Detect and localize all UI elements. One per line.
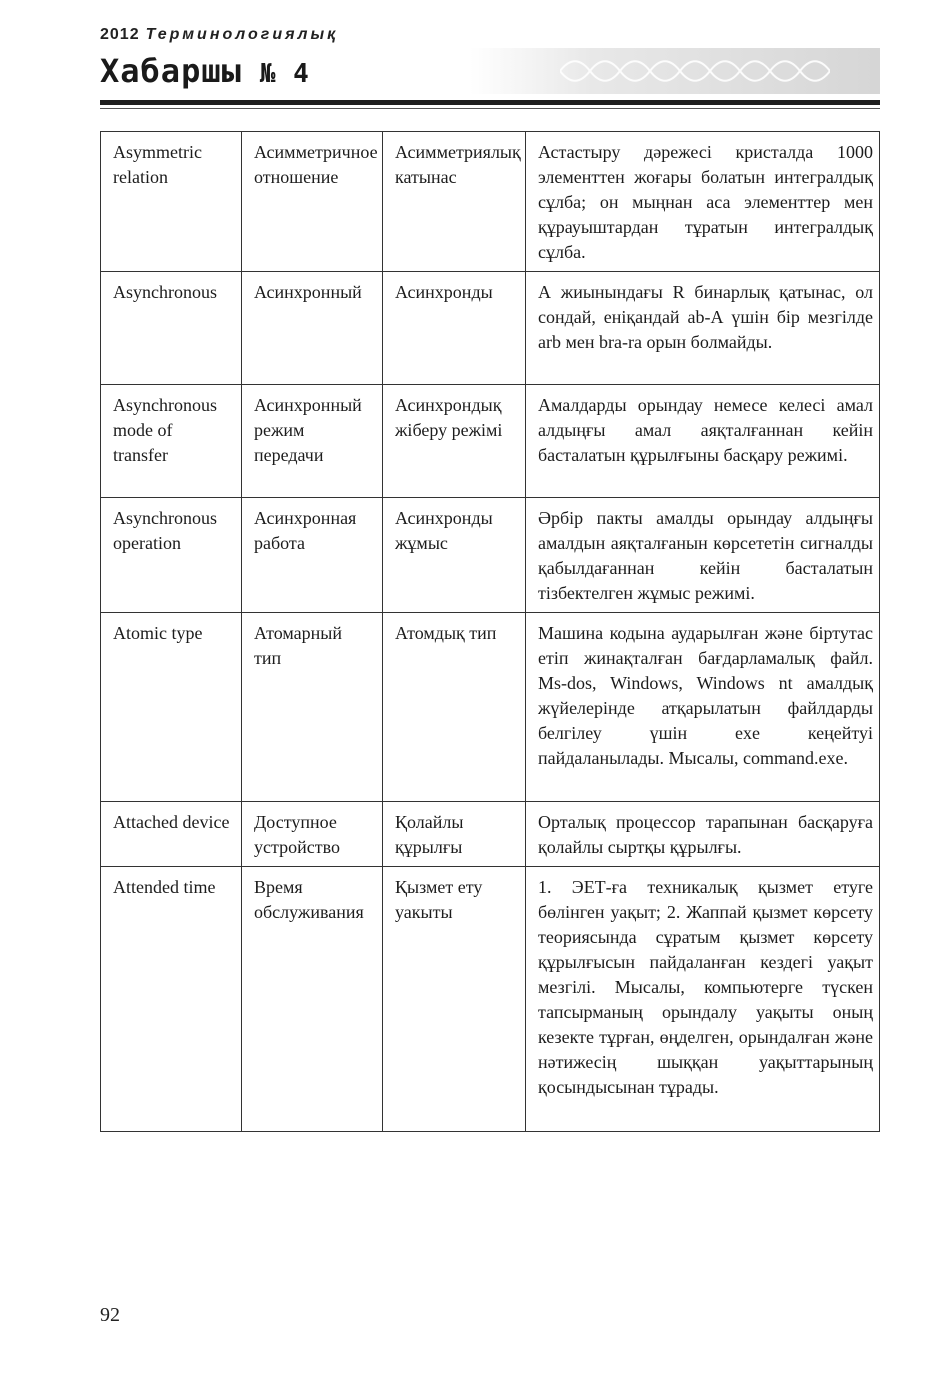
term-english: Asynchronous mode of transfer bbox=[101, 385, 242, 498]
term-russian: Асинхронный bbox=[242, 272, 383, 385]
page-number: 92 bbox=[100, 1304, 120, 1326]
term-english: Attached device bbox=[101, 802, 242, 867]
journal-title: Хабаршы bbox=[100, 52, 242, 90]
term-russian: Атомарный тип bbox=[242, 613, 383, 802]
term-definition: Астастыру дәрежесі кристалда 1000 элементтен жоғары болатын интегралдық сұлба; он мыңнан аса элементтер мен құрауыштардан тұратын интегралдық сұлба. bbox=[526, 132, 880, 272]
term-kazakh: Қызмет ету уакыты bbox=[383, 867, 526, 1132]
term-russian: Время обслуживания bbox=[242, 867, 383, 1132]
header-rule-thin bbox=[100, 108, 880, 109]
term-kazakh: Асинхронды bbox=[383, 272, 526, 385]
term-definition: Орталық процессор тарапынан басқаруға қолайлы сыртқы құрылғы. bbox=[526, 802, 880, 867]
term-definition: Әрбір пакты амалды орындау алдыңғы амалдын аяқталғанын көрсететін сигналды қабылдағаннан кейін басталатын тізбектелген жұмыс режимі. bbox=[526, 498, 880, 613]
header-subtitle: Терминологиялық bbox=[145, 26, 339, 43]
table-row bbox=[101, 272, 880, 385]
term-kazakh: Асинхронды жұмыс bbox=[383, 498, 526, 613]
term-definition: А жиынындағы R бинарлық қатынас, ол сондай, еніқандай ab-А үшін бір мезгілде arb мен bra-ra орын болмайды. bbox=[526, 272, 880, 385]
term-english: Asynchronous bbox=[101, 272, 242, 385]
term-english: Attended time bbox=[101, 867, 242, 1132]
issue-number: № 4 bbox=[259, 59, 310, 89]
term-definition: Амалдарды орындау немесе келесі амал алдыңғы амал аяқталғаннан кейін басталатын құрылғыны басқару режимі. bbox=[526, 385, 880, 498]
term-english: Asynchronous operation bbox=[101, 498, 242, 613]
term-kazakh: Асимметриялық катынас bbox=[383, 132, 526, 272]
term-english: Asymmetric relation bbox=[101, 132, 242, 272]
journal-header bbox=[0, 0, 931, 120]
table-row bbox=[101, 613, 880, 802]
table-row bbox=[101, 867, 880, 1132]
term-kazakh: Асинхрондық жіберу режімі bbox=[383, 385, 526, 498]
table-row bbox=[101, 132, 880, 272]
term-russian: Асинхронный режим передачи bbox=[242, 385, 383, 498]
header-year: 2012 bbox=[100, 26, 140, 43]
header-subtitle-line bbox=[100, 26, 338, 44]
term-russian: Асинхронная работа bbox=[242, 498, 383, 613]
term-russian: Доступное устройство bbox=[242, 802, 383, 867]
term-kazakh: Атомдық тип bbox=[383, 613, 526, 802]
term-definition: Машина кодына аударылған және біртутас етіп жинақталған бағдарламалық файл. Ms-dos, Windows, Windows nt амалдық жүйелерінде атқарылатын файлдарды белгілеу үшін exe кеңейтуі пайдаланылады. Мысалы, command.exe. bbox=[526, 613, 880, 802]
term-kazakh: Қолайлы құрылғы bbox=[383, 802, 526, 867]
term-russian: Асимметричное отношение bbox=[242, 132, 383, 272]
term-definition: 1. ЭЕТ-ға техникалық қызмет етуге бөлінген уақыт; 2. Жаппай қызмет көрсету теориясында сұратым қызмет көрсету құрылғысын пайдаланған кездегі уақыт мезгілі. Мысалы, компьютерге түскен тапсырманың орындалу уақыты оның кезекте тұрған, өңделген, орындалған және нәтижесің шыққан уақыттарының қосындысынан тұрады. bbox=[526, 867, 880, 1132]
table-row bbox=[101, 385, 880, 498]
term-english: Atomic type bbox=[101, 613, 242, 802]
header-title-line bbox=[100, 52, 310, 90]
table-row bbox=[101, 802, 880, 867]
header-rule-thick bbox=[100, 100, 880, 105]
terminology-table bbox=[100, 131, 880, 1132]
table-row bbox=[101, 498, 880, 613]
ornament-pattern-icon bbox=[560, 58, 830, 84]
